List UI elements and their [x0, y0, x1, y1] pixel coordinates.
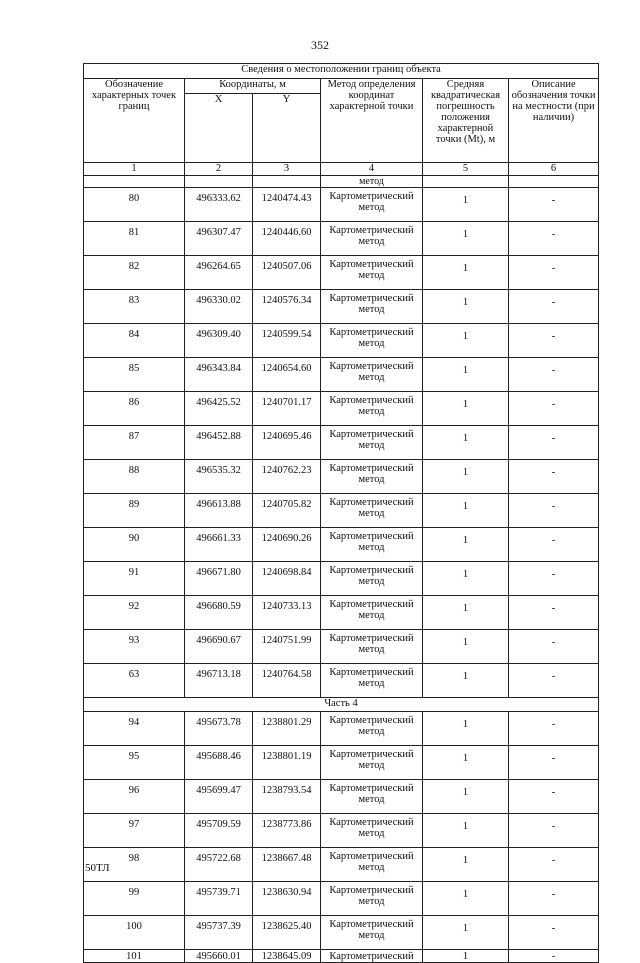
y-coordinate-cell: 1238667.48 [253, 848, 321, 882]
method-cell: Картометрический метод [321, 494, 423, 528]
x-coordinate-cell: 496425.52 [185, 392, 253, 426]
accuracy-cell: 1 [423, 712, 509, 746]
accuracy-cell: 1 [423, 358, 509, 392]
method-cell: Картометрический метод [321, 916, 423, 950]
description-cell: - [509, 290, 599, 324]
x-coordinate-cell: 496309.40 [185, 324, 253, 358]
description-cell: - [509, 358, 599, 392]
method-cell: Картометрический метод [321, 222, 423, 256]
method-cell: Картометрический метод [321, 290, 423, 324]
description-cell: - [509, 494, 599, 528]
table-row [84, 426, 599, 460]
x-coordinate-cell: 496333.62 [185, 188, 253, 222]
header-y: Y [253, 94, 321, 163]
point-cell: 89 [84, 494, 185, 528]
accuracy-cell: 1 [423, 848, 509, 882]
column-number: 5 [423, 163, 509, 176]
accuracy-cell: 1 [423, 746, 509, 780]
x-coordinate-cell: 496452.88 [185, 426, 253, 460]
x-coordinate-cell: 496264.65 [185, 256, 253, 290]
table-row [84, 358, 599, 392]
description-cell: - [509, 324, 599, 358]
x-coordinate-cell: 496307.47 [185, 222, 253, 256]
table-row [84, 562, 599, 596]
table-row [84, 596, 599, 630]
x-coordinate-cell: 496535.32 [185, 460, 253, 494]
continuation-text: метод [321, 176, 423, 188]
y-coordinate-cell: 1240762.23 [253, 460, 321, 494]
description-cell: - [509, 712, 599, 746]
description-cell: - [509, 664, 599, 698]
method-cell: Картометрический метод [321, 358, 423, 392]
description-cell: - [509, 256, 599, 290]
column-number: 2 [185, 163, 253, 176]
table-body [84, 176, 599, 963]
x-coordinate-cell: 495739.71 [185, 882, 253, 916]
accuracy-cell: 1 [423, 780, 509, 814]
header-accuracy: Средняя квадратическая погрешность положения характерной точки (Mt), м [423, 79, 509, 163]
y-coordinate-cell: 1240695.46 [253, 426, 321, 460]
x-coordinate-cell: 495688.46 [185, 746, 253, 780]
table-row [84, 814, 599, 848]
y-coordinate-cell: 1238625.40 [253, 916, 321, 950]
y-coordinate-cell: 1240701.17 [253, 392, 321, 426]
table-row [84, 290, 599, 324]
x-coordinate-cell: 496613.88 [185, 494, 253, 528]
y-coordinate-cell: 1238801.19 [253, 746, 321, 780]
description-cell: - [509, 848, 599, 882]
column-number: 3 [253, 163, 321, 176]
table-row [84, 848, 599, 882]
x-coordinate-cell: 496330.02 [185, 290, 253, 324]
x-coordinate-cell: 496661.33 [185, 528, 253, 562]
y-coordinate-cell: 1240474.43 [253, 188, 321, 222]
point-cell: 90 [84, 528, 185, 562]
description-cell: - [509, 188, 599, 222]
description-cell: - [509, 222, 599, 256]
point-cell: 101 [84, 950, 185, 963]
y-coordinate-cell: 1240764.58 [253, 664, 321, 698]
header-method: Метод определения координат характерной точки [321, 79, 423, 163]
point-cell: 100 [84, 916, 185, 950]
accuracy-cell: 1 [423, 188, 509, 222]
accuracy-cell: 1 [423, 256, 509, 290]
point-cell: 94 [84, 712, 185, 746]
point-cell: 83 [84, 290, 185, 324]
point-cell: 63 [84, 664, 185, 698]
description-cell: - [509, 780, 599, 814]
y-coordinate-cell: 1240690.26 [253, 528, 321, 562]
method-cell: Картометрический метод [321, 392, 423, 426]
accuracy-cell: 1 [423, 426, 509, 460]
table-row [84, 746, 599, 780]
point-cell: 99 [84, 882, 185, 916]
x-coordinate-cell: 495660.01 [185, 950, 253, 963]
table-row [84, 324, 599, 358]
accuracy-cell: 1 [423, 460, 509, 494]
description-cell: - [509, 950, 599, 963]
y-coordinate-cell: 1240705.82 [253, 494, 321, 528]
point-cell: 93 [84, 630, 185, 664]
description-cell: - [509, 916, 599, 950]
method-cell: Картометрический метод [321, 562, 423, 596]
page-number: 352 [311, 38, 329, 52]
description-cell: - [509, 460, 599, 494]
table-row [84, 460, 599, 494]
boundary-coordinates-table [83, 63, 599, 963]
header-point-designation: Обозначение характерных точек границ [84, 79, 185, 163]
part-label: Часть 4 [84, 698, 599, 712]
table-row [84, 188, 599, 222]
accuracy-cell: 1 [423, 814, 509, 848]
y-coordinate-cell: 1240733.13 [253, 596, 321, 630]
y-coordinate-cell: 1240446.60 [253, 222, 321, 256]
table-row [84, 630, 599, 664]
x-coordinate-cell: 495722.68 [185, 848, 253, 882]
point-cell: 86 [84, 392, 185, 426]
part-row [84, 698, 599, 712]
header-description: Описание обозначения точки на местности (при наличии) [509, 79, 599, 163]
description-cell: - [509, 814, 599, 848]
table-row [84, 494, 599, 528]
method-cell: Картометрический метод [321, 596, 423, 630]
point-cell: 95 [84, 746, 185, 780]
accuracy-cell: 1 [423, 596, 509, 630]
x-coordinate-cell: 496343.84 [185, 358, 253, 392]
y-coordinate-cell: 1240698.84 [253, 562, 321, 596]
y-coordinate-cell: 1240599.54 [253, 324, 321, 358]
y-coordinate-cell: 1238793.54 [253, 780, 321, 814]
method-cell: Картометрический метод [321, 256, 423, 290]
x-coordinate-cell: 496713.18 [185, 664, 253, 698]
point-cell: 87 [84, 426, 185, 460]
y-coordinate-cell: 1238630.94 [253, 882, 321, 916]
column-number: 6 [509, 163, 599, 176]
point-cell: 98 [84, 848, 185, 882]
accuracy-cell: 1 [423, 528, 509, 562]
table-row [84, 916, 599, 950]
accuracy-cell: 1 [423, 950, 509, 963]
description-cell: - [509, 630, 599, 664]
method-cell: Картометрический метод [321, 664, 423, 698]
accuracy-cell: 1 [423, 290, 509, 324]
description-cell: - [509, 882, 599, 916]
point-cell: 92 [84, 596, 185, 630]
method-cell: Картометрический [321, 950, 423, 963]
accuracy-cell: 1 [423, 882, 509, 916]
x-coordinate-cell: 495673.78 [185, 712, 253, 746]
header-coordinates: Координаты, м [185, 79, 321, 94]
method-cell: Картометрический метод [321, 324, 423, 358]
y-coordinate-cell: 1240751.99 [253, 630, 321, 664]
accuracy-cell: 1 [423, 494, 509, 528]
column-number: 1 [84, 163, 185, 176]
method-cell: Картометрический метод [321, 746, 423, 780]
footer-code: 50ТЛ [85, 862, 110, 874]
y-coordinate-cell: 1240576.34 [253, 290, 321, 324]
description-cell: - [509, 746, 599, 780]
x-coordinate-cell: 496680.59 [185, 596, 253, 630]
method-cell: Картометрический метод [321, 426, 423, 460]
method-cell: Картометрический метод [321, 630, 423, 664]
accuracy-cell: 1 [423, 324, 509, 358]
table-row [84, 256, 599, 290]
method-cell: Картометрический метод [321, 882, 423, 916]
table-row [84, 528, 599, 562]
table-row [84, 664, 599, 698]
point-cell: 91 [84, 562, 185, 596]
y-coordinate-cell: 1240654.60 [253, 358, 321, 392]
y-coordinate-cell: 1238645.09 [253, 950, 321, 963]
table-row [84, 780, 599, 814]
method-cell: Картометрический метод [321, 848, 423, 882]
method-cell: Картометрический метод [321, 460, 423, 494]
point-cell: 96 [84, 780, 185, 814]
description-cell: - [509, 426, 599, 460]
accuracy-cell: 1 [423, 916, 509, 950]
point-cell: 84 [84, 324, 185, 358]
x-coordinate-cell: 495737.39 [185, 916, 253, 950]
description-cell: - [509, 528, 599, 562]
y-coordinate-cell: 1240507.06 [253, 256, 321, 290]
point-cell: 85 [84, 358, 185, 392]
description-cell: - [509, 392, 599, 426]
x-coordinate-cell: 495709.59 [185, 814, 253, 848]
method-cell: Картометрический метод [321, 188, 423, 222]
table-row [84, 712, 599, 746]
method-cell: Картометрический метод [321, 780, 423, 814]
table-row [84, 222, 599, 256]
accuracy-cell: 1 [423, 664, 509, 698]
accuracy-cell: 1 [423, 630, 509, 664]
y-coordinate-cell: 1238801.29 [253, 712, 321, 746]
description-cell: - [509, 562, 599, 596]
method-cell: Картометрический метод [321, 528, 423, 562]
point-cell: 88 [84, 460, 185, 494]
table-title: Сведения о местоположении границ объекта [84, 64, 599, 79]
x-coordinate-cell: 496690.67 [185, 630, 253, 664]
x-coordinate-cell: 496671.80 [185, 562, 253, 596]
method-cell: Картометрический метод [321, 814, 423, 848]
accuracy-cell: 1 [423, 562, 509, 596]
point-cell: 82 [84, 256, 185, 290]
accuracy-cell: 1 [423, 222, 509, 256]
continuation-row [84, 176, 599, 188]
description-cell: - [509, 596, 599, 630]
column-number: 4 [321, 163, 423, 176]
table-row [84, 950, 599, 963]
table-row [84, 392, 599, 426]
header-x: X [185, 94, 253, 163]
x-coordinate-cell: 495699.47 [185, 780, 253, 814]
point-cell: 81 [84, 222, 185, 256]
method-cell: Картометрический метод [321, 712, 423, 746]
y-coordinate-cell: 1238773.86 [253, 814, 321, 848]
point-cell: 97 [84, 814, 185, 848]
point-cell: 80 [84, 188, 185, 222]
accuracy-cell: 1 [423, 392, 509, 426]
